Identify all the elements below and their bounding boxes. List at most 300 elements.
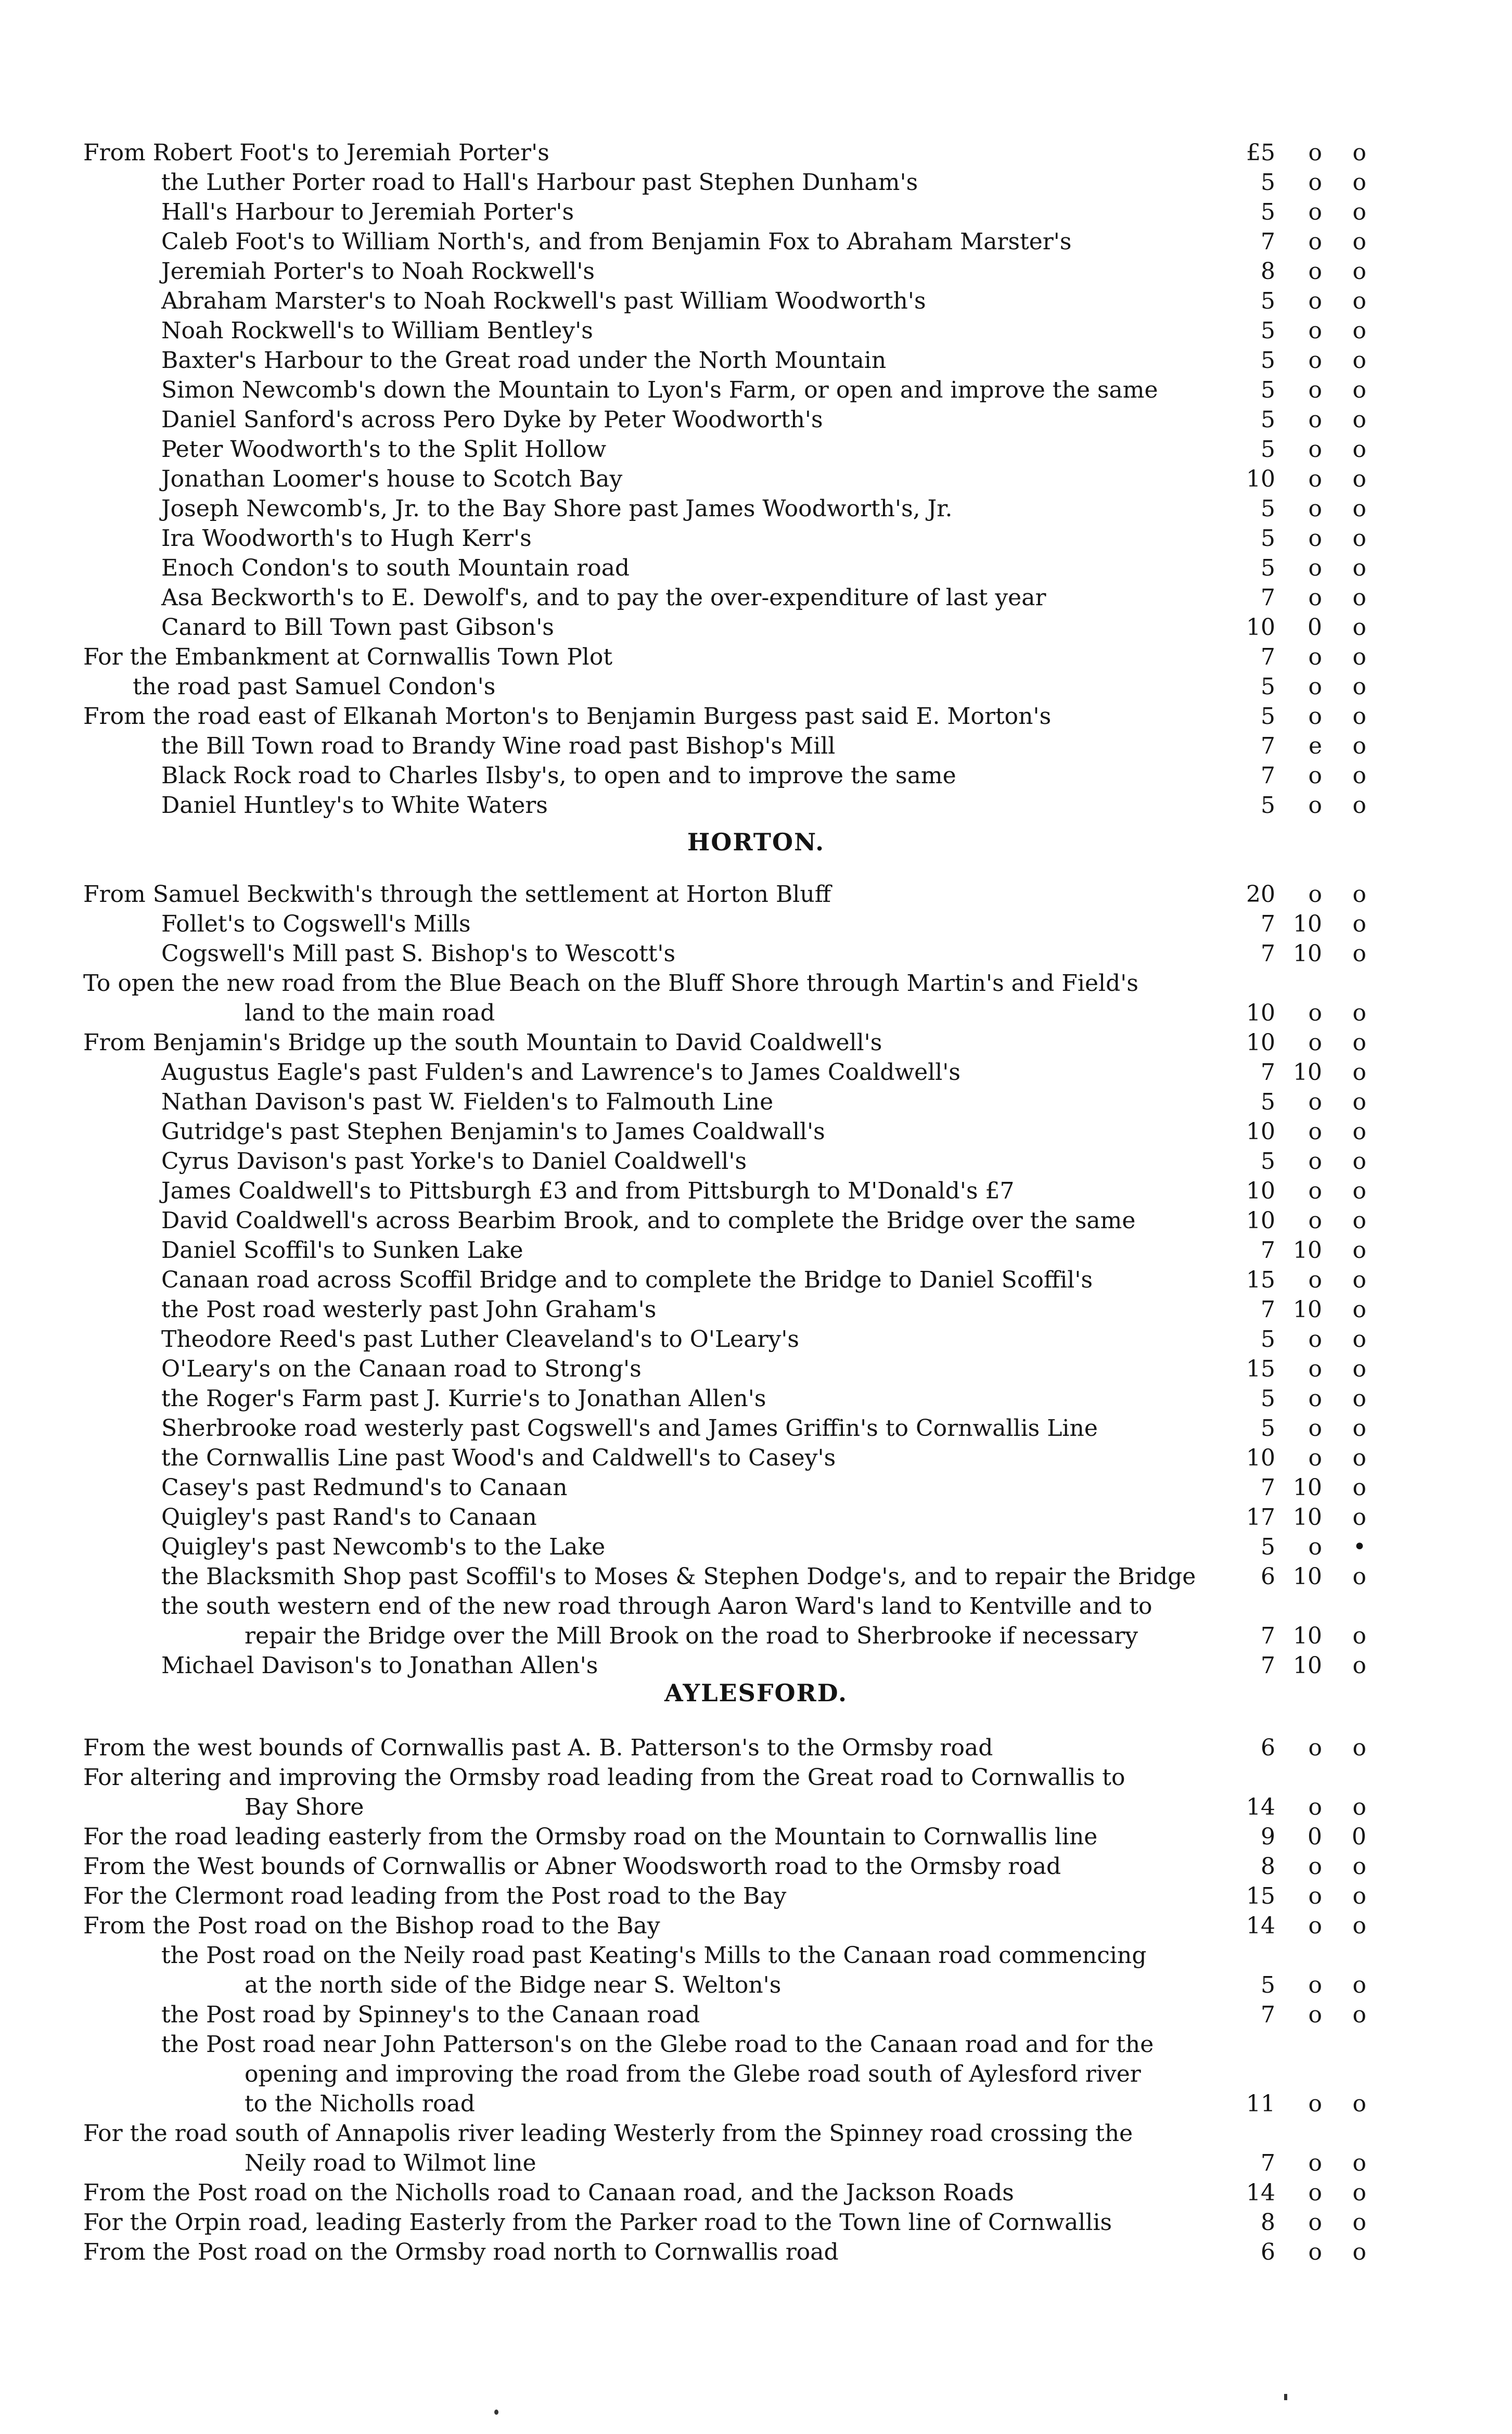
amount-pounds: 9 [1261,1824,1275,1850]
road-description: opening and improving the road from the Glebe road south of Aylesford river [245,2061,1141,2087]
amount-shillings: o [1308,1089,1322,1115]
amount-pence: o [1352,1474,1366,1501]
amount [1158,553,1366,583]
road-description: Abraham Marster's to Noah Rockwell's past William Woodworth's [161,288,926,314]
amount-pence: o [1352,1296,1366,1323]
appropriation-row [0,257,1512,286]
amount-pence: o [1352,2180,1366,2206]
amount-shillings: o [1308,2209,1322,2236]
amount [1158,1970,1366,2000]
amount-shillings: o [1308,169,1322,196]
road-description: Casey's past Redmund's to Canaan [161,1474,568,1501]
appropriation-row [0,168,1512,197]
amount-pence: o [1352,495,1366,522]
amount [1158,2119,1366,2148]
amount-pounds: 7 [1261,1652,1275,1679]
amount-pounds: 5 [1261,1534,1275,1560]
amount [1158,702,1366,731]
amount-shillings: o [1308,1913,1322,1939]
amount [1158,1087,1366,1117]
amount [1158,2208,1366,2237]
road-description: Hall's Harbour to Jeremiah Porter's [161,199,574,225]
cornwallis-section [0,138,1512,820]
amount-pence: 0 [1352,1824,1366,1850]
amount-shillings: 10 [1293,1237,1322,1264]
road-description: Daniel Scoffil's to Sunken Lake [161,1237,523,1264]
road-description: Canard to Bill Town past Gibson's [161,614,554,641]
appropriation-row [0,1822,1512,1852]
amount-pence: o [1352,1118,1366,1145]
amount-shillings: o [1308,881,1322,908]
road-description: Follet's to Cogswell's Mills [161,911,471,937]
appropriation-row [0,1235,1512,1265]
amount-shillings: o [1308,228,1322,255]
amount [1158,1413,1366,1443]
amount [1158,1621,1366,1651]
amount-pounds: 5 [1261,1972,1275,1998]
appropriation-row [0,1473,1512,1502]
appropriation-row [0,642,1512,672]
amount [1158,1265,1366,1295]
appropriation-row [0,2089,1512,2119]
appropriation-row [0,138,1512,168]
amount-pence: o [1352,466,1366,492]
appropriation-row [0,1295,1512,1324]
amount-pence: o [1352,2091,1366,2117]
amount-pounds: 7 [1261,762,1275,789]
amount-pounds: 7 [1261,911,1275,937]
road-description: Quigley's past Newcomb's to the Lake [161,1534,606,1560]
road-description: Bay Shore [245,1794,364,1820]
amount-shillings: o [1308,1148,1322,1175]
amount-shillings: o [1308,495,1322,522]
amount [1158,2059,1366,2089]
amount [1158,909,1366,939]
amount [1158,791,1366,820]
road-description: Caleb Foot's to William North's, and from Benjamin Fox to Abraham Marster's [161,228,1072,255]
road-description: To open the new road from the Blue Beach on the Bluff Shore through Martin's and Field's [83,970,1138,997]
appropriation-row [0,702,1512,731]
amount-pounds: 7 [1261,940,1275,967]
amount-shillings: e [1308,733,1322,759]
amount-pence: o [1352,525,1366,552]
appropriation-row [0,316,1512,346]
amount-shillings: 10 [1293,940,1322,967]
amount-shillings: 10 [1293,1563,1322,1590]
amount-shillings: 10 [1293,911,1322,937]
amount-pence: o [1352,377,1366,403]
amount [1158,1792,1366,1822]
road-description: Nathan Davison's past W. Fielden's to Falmouth Line [161,1089,774,1115]
road-description: Quigley's past Rand's to Canaan [161,1504,537,1531]
amount-pence: o [1352,1089,1366,1115]
appropriation-row [0,1087,1512,1117]
amount-pence: o [1352,2002,1366,2028]
amount [1158,1117,1366,1146]
appropriation-row [0,998,1512,1028]
amount-pounds: 5 [1261,555,1275,581]
road-description: Black Rock road to Charles Ilsby's, to open and to improve the same [161,762,956,789]
amount [1158,346,1366,375]
amount-pence: o [1352,1972,1366,1998]
amount-pence: o [1352,1326,1366,1353]
road-description: the Bill Town road to Brandy Wine road past Bishop's Mill [161,733,836,759]
amount-pence: o [1352,347,1366,374]
amount-pence: o [1352,1356,1366,1382]
amount-pounds: 5 [1261,1415,1275,1442]
road-description: From the Post road on the Nicholls road to Canaan road, and the Jackson Roads [83,2180,1014,2206]
amount-pounds: 5 [1261,792,1275,819]
amount-shillings: o [1308,466,1322,492]
appropriation-row [0,464,1512,494]
amount-shillings: o [1308,2239,1322,2265]
amount-pounds: 7 [1261,1059,1275,1086]
amount-pounds: 5 [1261,347,1275,374]
appropriation-row [0,761,1512,791]
amount-shillings: o [1308,258,1322,285]
road-description: Daniel Sanford's across Pero Dyke by Peter Woodworth's [161,406,823,433]
amount-shillings: 10 [1293,1623,1322,1649]
amount-pounds: 5 [1261,1148,1275,1175]
amount [1158,1852,1366,1881]
road-description: the Luther Porter road to Hall's Harbour past Stephen Dunham's [161,169,918,196]
road-description: Cogswell's Mill past S. Bishop's to Wescott's [161,940,676,967]
amount-pounds: 5 [1261,199,1275,225]
amount-pence: o [1352,1652,1366,1679]
appropriation-row [0,2208,1512,2237]
amount-shillings: o [1308,347,1322,374]
amount-shillings: o [1308,1356,1322,1382]
amount-pence: o [1352,1237,1366,1264]
road-description: James Coaldwell's to Pittsburgh £3 and from Pittsburgh to M'Donald's £7 [161,1178,1015,1204]
appropriation-row [0,1502,1512,1532]
amount-pounds: 5 [1261,1326,1275,1353]
amount [1158,316,1366,346]
amount [1158,2089,1366,2119]
road-description: For the Embankment at Cornwallis Town Plot [83,644,613,670]
amount-pounds: 14 [1246,2180,1275,2206]
amount-pounds: 5 [1261,317,1275,344]
road-description: the Roger's Farm past J. Kurrie's to Jonathan Allen's [161,1385,766,1412]
amount [1158,524,1366,553]
amount [1158,1354,1366,1384]
amount-pounds: 5 [1261,169,1275,196]
road-description: the south western end of the new road through Aaron Ward's land to Kentville and to [161,1593,1152,1620]
amount-shillings: o [1308,2180,1322,2206]
road-description: the Blacksmith Shop past Scoffil's to Moses & Stephen Dodge's, and to repair the Bridge [161,1563,1196,1590]
amount-shillings: o [1308,1415,1322,1442]
aylesford-heading: AYLESFORD. [664,1679,848,1707]
print-speck [494,2410,498,2415]
amount-shillings: o [1308,1118,1322,1145]
amount [1158,227,1366,257]
amount [1158,968,1366,998]
amount-shillings: 10 [1293,1296,1322,1323]
amount [1158,1651,1366,1680]
appropriation-row [0,2178,1512,2208]
amount-pounds: 7 [1261,1296,1275,1323]
road-description: Asa Beckworth's to E. Dewolf's, and to pay the over-expenditure of last year [161,584,1046,611]
amount [1158,435,1366,464]
road-description: Canaan road across Scoffil Bridge and to complete the Bridge to Daniel Scoffil's [161,1267,1093,1293]
amount-pounds: 7 [1261,2002,1275,2028]
amount-pounds: 6 [1261,1735,1275,1761]
appropriation-row [0,405,1512,435]
amount-pence: o [1352,1913,1366,1939]
appropriation-row [0,1941,1512,1970]
amount [1158,1146,1366,1176]
amount-pounds: 7 [1261,733,1275,759]
amount-pence: o [1352,1148,1366,1175]
amount-pounds: 10 [1246,1207,1275,1234]
amount-pounds: 15 [1246,1883,1275,1909]
road-description: at the north side of the Bidge near S. Welton's [245,1972,781,1998]
amount-shillings: o [1308,1445,1322,1471]
road-description: For the road south of Annapolis river leading Westerly from the Spinney road crossing the [83,2120,1133,2147]
amount-pounds: 10 [1246,1118,1275,1145]
appropriation-row [0,1792,1512,1822]
amount [1158,405,1366,435]
appropriation-row [0,672,1512,702]
amount-pence: o [1352,1000,1366,1026]
amount-pounds: 14 [1246,1913,1275,1939]
amount-pounds: 6 [1261,2239,1275,2265]
amount-pence: o [1352,555,1366,581]
road-description: the road past Samuel Condon's [133,673,496,700]
appropriation-row [0,2000,1512,2030]
amount-pence: o [1352,644,1366,670]
road-description: Baxter's Harbour to the Great road under the North Mountain [161,347,887,374]
amount [1158,1295,1366,1324]
amount [1158,1562,1366,1591]
amount-shillings: o [1308,1735,1322,1761]
appropriation-row [0,1146,1512,1176]
amount-pounds: 5 [1261,288,1275,314]
amount [1158,1881,1366,1911]
road-description: Theodore Reed's past Luther Cleaveland's to O'Leary's [161,1326,800,1353]
appropriation-row [0,1206,1512,1235]
amount-pounds: £5 [1246,139,1275,166]
amount [1158,2178,1366,2208]
road-description: repair the Bridge over the Mill Brook on the road to Sherbrooke if necessary [245,1623,1138,1649]
road-description: the Post road near John Patterson's on the Glebe road to the Canaan road and for the [161,2031,1154,2058]
amount-pence: o [1352,1415,1366,1442]
amount-shillings: 0 [1308,1824,1322,1850]
appropriation-row [0,1733,1512,1763]
amount-pounds: 5 [1261,495,1275,522]
appropriation-row [0,1117,1512,1146]
amount-shillings: o [1308,317,1322,344]
amount-shillings: 10 [1293,1059,1322,1086]
appropriation-row [0,2059,1512,2089]
amount-pounds: 8 [1261,258,1275,285]
amount [1158,2000,1366,2030]
amount-shillings: o [1308,2150,1322,2176]
road-description: Gutridge's past Stephen Benjamin's to James Coaldwall's [161,1118,825,1145]
amount [1158,761,1366,791]
amount [1158,613,1366,642]
amount-pounds: 5 [1261,1385,1275,1412]
amount-shillings: 10 [1293,1652,1322,1679]
amount-pounds: 10 [1246,1178,1275,1204]
amount-pence: o [1352,1178,1366,1204]
amount-pence: o [1352,228,1366,255]
amount [1158,494,1366,524]
amount [1158,375,1366,405]
road-description: For altering and improving the Ormsby road leading from the Great road to Cornwallis to [83,1764,1125,1791]
amount [1158,939,1366,968]
amount-pounds: 7 [1261,1623,1275,1649]
road-description: Jonathan Loomer's house to Scotch Bay [161,466,623,492]
amount-shillings: o [1308,1029,1322,1056]
amount-pence: o [1352,614,1366,641]
amount-pounds: 5 [1261,1089,1275,1115]
amount-shillings: o [1308,584,1322,611]
road-description: From the Post road on the Bishop road to the Bay [83,1913,660,1939]
appropriation-row [0,2148,1512,2178]
amount-shillings: o [1308,1385,1322,1412]
amount-pounds: 5 [1261,406,1275,433]
amount-pence: o [1352,406,1366,433]
amount [1158,1057,1366,1087]
road-description: Jeremiah Porter's to Noah Rockwell's [161,258,595,285]
amount-pounds: 20 [1246,881,1275,908]
amount [1158,464,1366,494]
appropriation-row [0,1911,1512,1941]
amount-shillings: o [1308,1534,1322,1560]
appropriation-row [0,1621,1512,1651]
appropriation-row [0,909,1512,939]
appropriation-row [0,1384,1512,1413]
appropriation-row [0,435,1512,464]
amount-pence: o [1352,673,1366,700]
amount-pounds: 17 [1246,1504,1275,1531]
print-speck [1284,2394,1287,2400]
amount-pounds: 5 [1261,525,1275,552]
amount [1158,880,1366,909]
amount-pence: o [1352,1504,1366,1531]
amount [1158,583,1366,613]
amount-pence: • [1353,1534,1366,1560]
amount-pounds: 10 [1246,1029,1275,1056]
appropriation-row [0,1852,1512,1881]
amount [1158,672,1366,702]
appropriation-row [0,1324,1512,1354]
appropriation-row [0,1763,1512,1792]
amount-shillings: o [1308,2091,1322,2117]
appropriation-row [0,583,1512,613]
appropriation-row [0,1057,1512,1087]
road-description: David Coaldwell's across Bearbim Brook, and to complete the Bridge over the same [161,1207,1136,1234]
amount-pence: o [1352,1207,1366,1234]
amount-shillings: o [1308,1000,1322,1026]
amount-shillings: o [1308,644,1322,670]
amount-pence: o [1352,317,1366,344]
road-description: the Cornwallis Line past Wood's and Caldwell's to Casey's [161,1445,836,1471]
amount-pence: o [1352,288,1366,314]
appropriation-row [0,731,1512,761]
appropriation-row [0,375,1512,405]
amount-pence: o [1352,436,1366,463]
amount [1158,1502,1366,1532]
amount [1158,1911,1366,1941]
amount-shillings: o [1308,555,1322,581]
amount-shillings: o [1308,1178,1322,1204]
amount [1158,1443,1366,1473]
amount-pence: o [1352,940,1366,967]
amount-shillings: o [1308,1853,1322,1880]
amount-pounds: 7 [1261,1237,1275,1264]
amount-pounds: 5 [1261,377,1275,403]
road-description: to the Nicholls road [245,2091,475,2117]
amount [1158,197,1366,227]
road-description: Joseph Newcomb's, Jr. to the Bay Shore past James Woodworth's, Jr. [161,495,953,522]
amount-shillings: o [1308,139,1322,166]
amount [1158,1532,1366,1562]
amount [1158,1591,1366,1621]
horton-section [0,880,1512,1680]
road-description: Neily road to Wilmot line [245,2150,536,2176]
appropriation-row [0,791,1512,820]
appropriation-row [0,286,1512,316]
appropriation-row [0,1413,1512,1443]
amount-pounds: 10 [1246,1000,1275,1026]
amount-pounds: 15 [1246,1267,1275,1293]
amount [1158,1473,1366,1502]
appropriation-row [0,346,1512,375]
amount [1158,1763,1366,1792]
amount-shillings: o [1308,377,1322,403]
amount [1158,257,1366,286]
amount [1158,1206,1366,1235]
amount-pence: o [1352,584,1366,611]
amount-pence: o [1352,762,1366,789]
amount-pence: o [1352,911,1366,937]
amount-pence: o [1352,733,1366,759]
appropriation-row [0,968,1512,998]
appropriation-row [0,2119,1512,2148]
amount-pounds: 7 [1261,2150,1275,2176]
road-description: the Post road on the Neily road past Keating's Mills to the Canaan road commencing [161,1942,1147,1969]
amount-shillings: o [1308,1883,1322,1909]
appropriation-row [0,2237,1512,2267]
road-description: Noah Rockwell's to William Bentley's [161,317,593,344]
amount-pence: o [1352,1735,1366,1761]
appropriation-row [0,1028,1512,1057]
amount-shillings: o [1308,1207,1322,1234]
amount [1158,286,1366,316]
amount [1158,2237,1366,2267]
amount-shillings: o [1308,436,1322,463]
amount-pence: o [1352,1029,1366,1056]
amount-shillings: o [1308,673,1322,700]
amount-shillings: o [1308,199,1322,225]
amount [1158,1384,1366,1413]
amount-pounds: 11 [1246,2091,1275,2117]
amount-shillings: o [1308,1794,1322,1820]
amount [1158,1941,1366,1970]
amount-pounds: 7 [1261,644,1275,670]
road-description: Michael Davison's to Jonathan Allen's [161,1652,598,1679]
amount-pounds: 7 [1261,1474,1275,1501]
amount-pence: o [1352,1267,1366,1293]
aylesford-section [0,1733,1512,2267]
amount-pence: o [1352,258,1366,285]
road-description: For the Orpin road, leading Easterly from the Parker road to the Town line of Cornwallis [83,2209,1112,2236]
appropriation-row [0,1354,1512,1384]
road-description: Simon Newcomb's down the Mountain to Lyon's Farm, or open and improve the same [161,377,1158,403]
amount-shillings: 10 [1293,1474,1322,1501]
